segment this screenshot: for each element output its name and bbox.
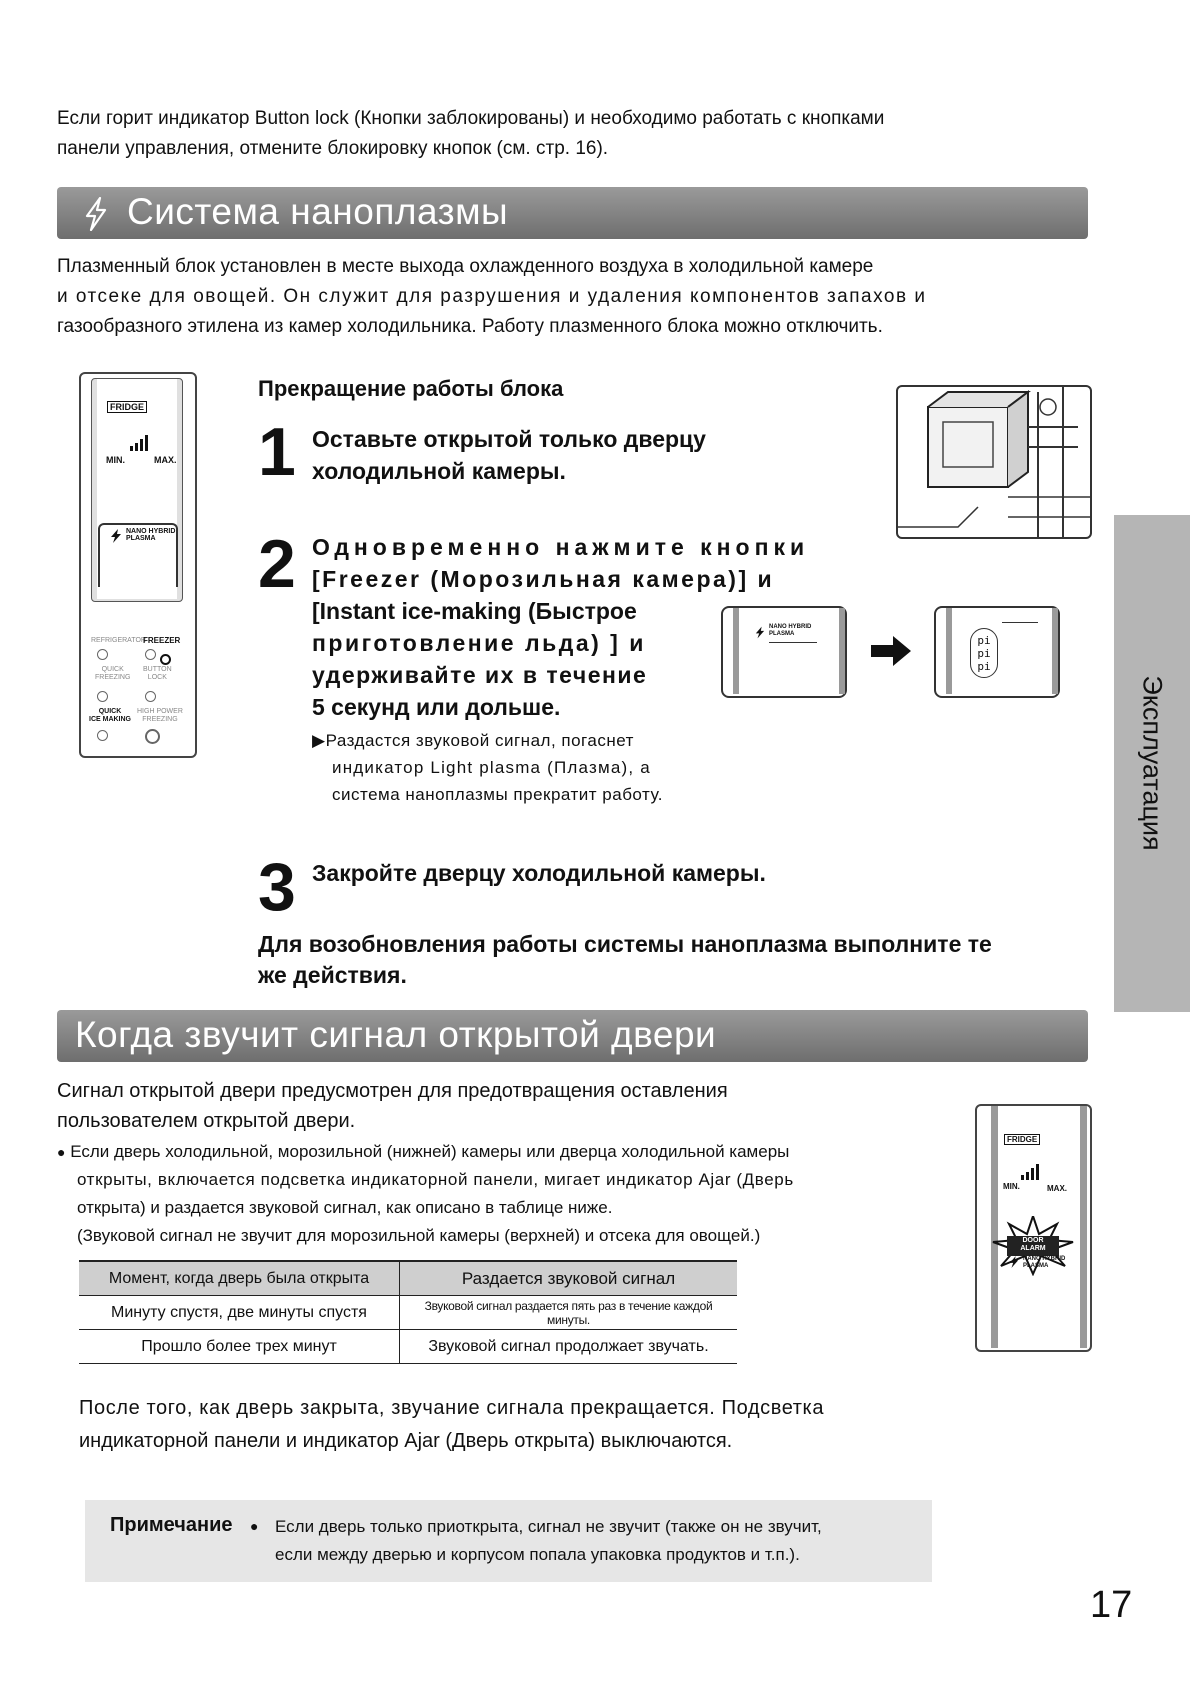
- arrow-right-icon: [871, 636, 911, 666]
- max-label: MAX.: [154, 455, 177, 465]
- mini-panel-before: [721, 606, 847, 698]
- note-line: если между дверью и корпусом попала упаковка продуктов и т.п.).: [275, 1545, 800, 1564]
- quick-ice-label: [89, 708, 131, 724]
- resume-line: же действия.: [258, 962, 407, 988]
- after-line: индикаторной панели и индикатор Ajar (Дверь открыта) выключаются.: [79, 1430, 733, 1452]
- table-header-row: [79, 1261, 737, 1296]
- table-cell: Прошло более трех минут: [79, 1330, 400, 1364]
- label-line: QUICK: [98, 708, 122, 715]
- max-label: MAX.: [1047, 1184, 1067, 1193]
- door-alarm-table: [79, 1260, 737, 1364]
- plasma-label: PLASMA: [1023, 1263, 1049, 1269]
- intro-line: Сигнал открытой двери предусмотрен для предотвращения оставления: [57, 1080, 728, 1102]
- mini-panel-frame: [733, 608, 845, 694]
- section2-bullet: [57, 1138, 937, 1250]
- result-line: система наноплазмы прекратит работу.: [332, 785, 664, 804]
- quick-ice-button[interactable]: [97, 730, 108, 741]
- quick-freezing-label: [95, 666, 130, 682]
- drawer-image: [898, 387, 1090, 537]
- nano-label: NANO HYBRID: [126, 528, 176, 535]
- label-line: DOOR: [1022, 1237, 1044, 1244]
- table-header: Раздается звуковой сигнал: [400, 1261, 738, 1296]
- signal-bars-icon: [130, 435, 148, 451]
- intro-line: пользователем открытой двери.: [57, 1110, 356, 1132]
- result-line: индикатор Light plasma (Плазма), а: [332, 758, 651, 777]
- desc-line: и отсеке для овощей. Он служит для разрушения и удаления компонентов запахов и: [57, 286, 927, 307]
- plasma-label: PLASMA: [126, 535, 156, 542]
- high-power-label: [137, 708, 183, 724]
- lightning-icon: [755, 626, 765, 639]
- step-line: удерживайте их в течение: [312, 662, 648, 688]
- refrigerator-button[interactable]: [97, 649, 108, 660]
- step-line: Одновременно нажмите кнопки: [312, 534, 810, 560]
- step-2-result: [312, 727, 663, 808]
- intro-line-2: панели управления, отмените блокировку кнопок (см. стр. 16).: [57, 138, 609, 159]
- bullet-line: (Звуковой сигнал не звучит для морозильной камеры (верхней) и отсека для овощей.): [77, 1226, 761, 1245]
- intro-text: [57, 104, 1088, 164]
- table-row: [79, 1296, 737, 1330]
- step-3-number: 3: [258, 849, 296, 925]
- section2-intro: [57, 1076, 728, 1136]
- nano-label: NANO HYBRID: [1023, 1256, 1066, 1262]
- after-close-text: [79, 1392, 939, 1458]
- refrigerator-label: REFRIGERATOR: [91, 637, 146, 644]
- table-cell: Звуковой сигнал раздается пять раз в течение каждой минуты.: [400, 1296, 738, 1330]
- min-label: MIN.: [106, 455, 125, 465]
- label-line: BUTTON: [143, 666, 172, 673]
- note-line: Если дверь только приоткрыта, сигнал не звучит (также он не звучит,: [275, 1517, 822, 1536]
- pi-text: pi: [977, 660, 991, 673]
- bullet-text: Если дверь холодильной, морозильной (нижней) камеры или дверца холодильной камеры: [70, 1142, 790, 1161]
- nano-plasma-label: [126, 528, 175, 542]
- bullet-line: [57, 1138, 937, 1166]
- resume-line: Для возобновления работы системы наноплазма выполните те: [258, 931, 992, 957]
- bullet-line: открыта) и раздается звуковой сигнал, как описано в таблице ниже.: [77, 1198, 613, 1217]
- section-title: Система наноплазмы: [127, 191, 509, 232]
- step-line: 5 секунд или дольше.: [312, 694, 561, 720]
- step-line: Оставьте открытой только дверцу: [312, 426, 706, 452]
- nano-plasma-label: [1023, 1256, 1065, 1270]
- nano-plasma-label: [769, 624, 811, 638]
- step-3-text: [312, 857, 766, 889]
- result-line: ▶Раздастся звуковой сигнал, погаснет: [312, 731, 634, 750]
- step-line: Закройте дверцу холодильной камеры.: [312, 860, 766, 886]
- step-line: [Instant ice-making (Быстрое: [312, 598, 637, 624]
- button-lock-button[interactable]: [145, 691, 156, 702]
- step-1-text: [312, 423, 706, 487]
- desc-line: газообразного этилена из камер холодильника. Работу плазменного блока можно отключить.: [57, 316, 883, 337]
- fridge-label: FRIDGE: [1004, 1134, 1040, 1145]
- mini-panel-frame: [946, 608, 1058, 694]
- table-cell: Звуковой сигнал продолжает звучать.: [400, 1330, 738, 1364]
- min-label: MIN.: [1003, 1182, 1020, 1191]
- table-row: [79, 1330, 737, 1364]
- label-line: ALARM: [1020, 1245, 1046, 1252]
- label-line: FREEZING: [95, 674, 131, 681]
- panel-display: [91, 378, 183, 602]
- desc-line: Плазменный блок установлен в месте выхода охлажденного воздуха в холодильной камере: [57, 256, 874, 277]
- pi-text: pi: [977, 634, 991, 647]
- intro-line-1: Если горит индикатор Button lock (Кнопки заблокированы) и необходимо работать с кнопками: [57, 108, 885, 129]
- table-cell: Минуту спустя, две минуты спустя: [79, 1296, 400, 1330]
- button-lock-label: [143, 666, 172, 682]
- signal-bars-icon: [1021, 1164, 1039, 1180]
- freezer-label: FREEZER: [143, 636, 181, 645]
- page-number: 17: [1090, 1584, 1133, 1626]
- control-panel-illustration: [79, 372, 197, 758]
- section-title: Когда звучит сигнал открытой двери: [75, 1014, 717, 1055]
- fridge-label: FRIDGE: [107, 401, 147, 413]
- section1-description: [57, 252, 1088, 342]
- lightning-icon: [110, 529, 122, 543]
- resume-instruction: [258, 929, 1088, 991]
- stop-subheading: Прекращение работы блока: [258, 376, 564, 401]
- label-line: LOCK: [147, 674, 167, 681]
- beep-bubble: [970, 628, 998, 678]
- plasma-label: PLASMA: [769, 631, 795, 637]
- label-line: FREEZING: [142, 716, 178, 723]
- freezer-indicator: [160, 654, 171, 665]
- label-line: ICE MAKING: [89, 716, 131, 723]
- high-power-button[interactable]: [145, 729, 160, 744]
- bullet-line: открыты, включается подсветка индикаторной панели, мигает индикатор Ajar (Дверь: [77, 1170, 794, 1189]
- after-line: После того, как дверь закрыта, звучание сигнала прекращается. Подсветка: [79, 1397, 825, 1419]
- door-alarm-label: [1007, 1237, 1059, 1253]
- side-tab: [1114, 515, 1190, 1012]
- divider: [769, 642, 817, 643]
- bullet-dot: ●: [250, 1518, 259, 1534]
- note-label: Примечание: [110, 1514, 233, 1536]
- door-alarm-panel-illustration: [975, 1104, 1092, 1352]
- side-tab-label: Эксплуатация: [1137, 675, 1168, 851]
- step-line: холодильной камеры.: [312, 458, 566, 484]
- section-header-nanoplasma: [57, 187, 1088, 239]
- mini-panel-after: [934, 606, 1060, 698]
- quick-freezing-button[interactable]: [97, 691, 108, 702]
- label-line: HIGH POWER: [137, 708, 183, 715]
- lightning-icon: [83, 197, 109, 231]
- bullet-dot: ●: [57, 1144, 66, 1160]
- section-header-door-alarm: [57, 1010, 1088, 1062]
- divider: [1002, 622, 1038, 623]
- note-text: [275, 1513, 822, 1569]
- note-box: [85, 1500, 932, 1582]
- step-1-number: 1: [258, 414, 296, 490]
- lightning-icon: [1009, 1256, 1019, 1268]
- fridge-drawer-illustration: [896, 385, 1092, 539]
- step-2-number: 2: [258, 526, 296, 602]
- label-line: QUICK: [101, 666, 124, 673]
- nano-label: NANO HYBRID: [769, 624, 812, 630]
- table-header: Момент, когда дверь была открыта: [79, 1261, 400, 1296]
- freezer-button[interactable]: [145, 649, 156, 660]
- pi-text: pi: [977, 647, 991, 660]
- step-line: приготовление льда) ] и: [312, 630, 646, 656]
- step-line: [Freezer (Морозильная камера)] и: [312, 566, 775, 592]
